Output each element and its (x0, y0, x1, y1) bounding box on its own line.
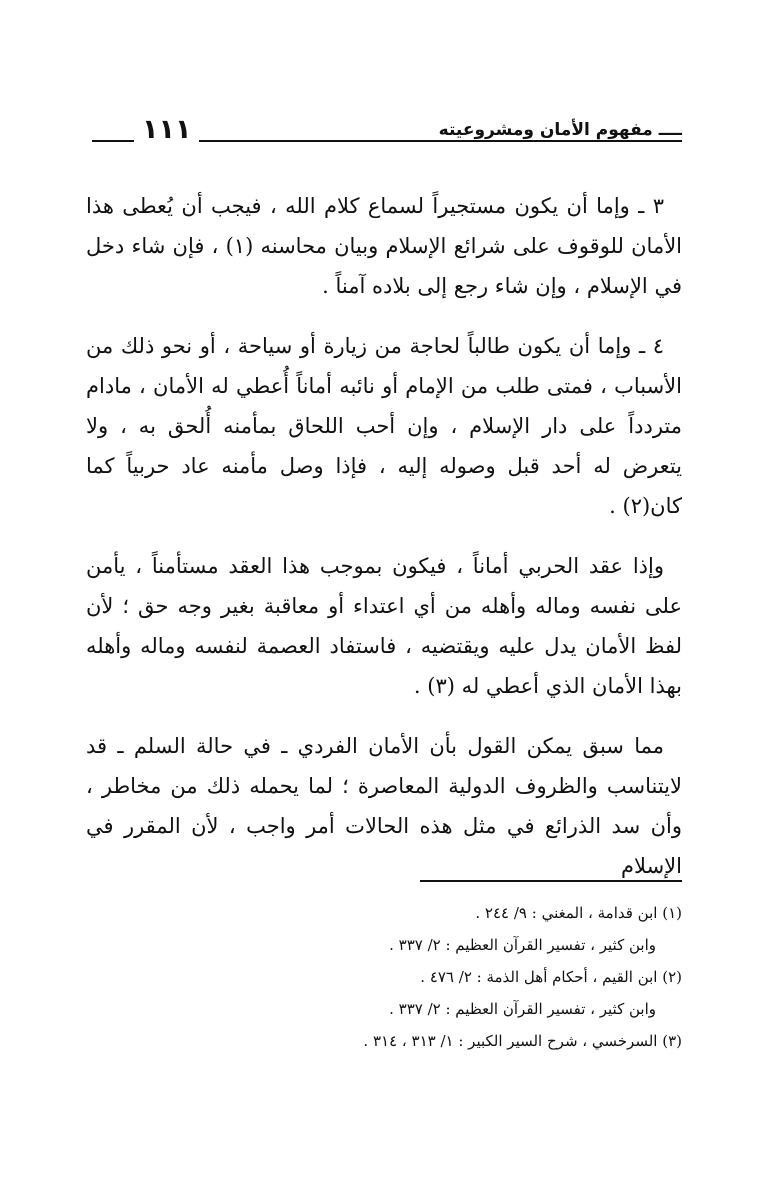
paragraph-2: ٤ ـ وإما أن يكون طالباً لحاجة من زيارة أو سياحة ، أو نحو ذلك من الأسباب ، فمتى طلب من الإمام أو نائبه أماناً أُعطي له الأمان ، مادام متردداً على دار الإسلام ، وإن أحب اللحاق بمأمنه أُلحق به ، ولا يتعرض له أحد قبل وصوله إليه ، فإذا وصل مأمنه عاد حربياً كما كان(٢) . (86, 334, 682, 518)
main-text (86, 186, 682, 906)
page-number: ١١١ (134, 114, 199, 145)
paragraph-1: ٣ ـ وإما أن يكون مستجيراً لسماع كلام الله ، فيجب أن يُعطى هذا الأمان للوقوف على شرائع الإسلام وبيان محاسنه (١) ، فإن شاء دخل في الإسلام ، وإن شاء رجع إلى بلاده آمناً . (86, 194, 683, 298)
footnote-1: (١) ابن قدامة ، المغني : ٩/ ٢٤٤ . (475, 904, 682, 922)
footnote-2: (٢) ابن القيم ، أحكام أهل الذمة : ٢/ ٤٧٦ . (420, 968, 682, 986)
footnotes (86, 897, 682, 1057)
footnote-1-continued: وابن كثير ، تفسير القرآن العظيم : ٢/ ٣٣٧ . (389, 936, 656, 954)
running-title: ــــ مفهوم الأمان ومشروعيته (429, 120, 682, 140)
paragraph-4: مما سبق يمكن القول بأن الأمان الفردي ـ في حالة السلم ـ قد لايتناسب والظروف الدولية المعاصرة ؛ لما يحمله ذلك من مخاطر ، وأن سد الذرائع في مثل هذه الحالات أمر واجب ، لأن المقرر في الإسلام (86, 734, 682, 878)
paragraph-3: وإذا عقد الحربي أماناً ، فيكون بموجب هذا العقد مستأمناً ، يأمن على نفسه وماله وأهله من أي اعتداء أو معاقبة بغير وجه حق ؛ لأن لفظ الأمان يدل عليه ويقتضيه ، فاستفاد العصمة لنفسه وماله وأهله بهذا الأمان الذي أعطي له (٣) . (86, 554, 682, 698)
running-header (92, 116, 682, 148)
footnote-separator (420, 880, 682, 882)
footnote-3: (٣) السرخسي ، شرح السير الكبير : ١/ ٣١٣ ، ٣١٤ . (363, 1032, 682, 1050)
footnote-2-continued: وابن كثير ، تفسير القرآن العظيم : ٢/ ٣٣٧ . (389, 1000, 656, 1018)
